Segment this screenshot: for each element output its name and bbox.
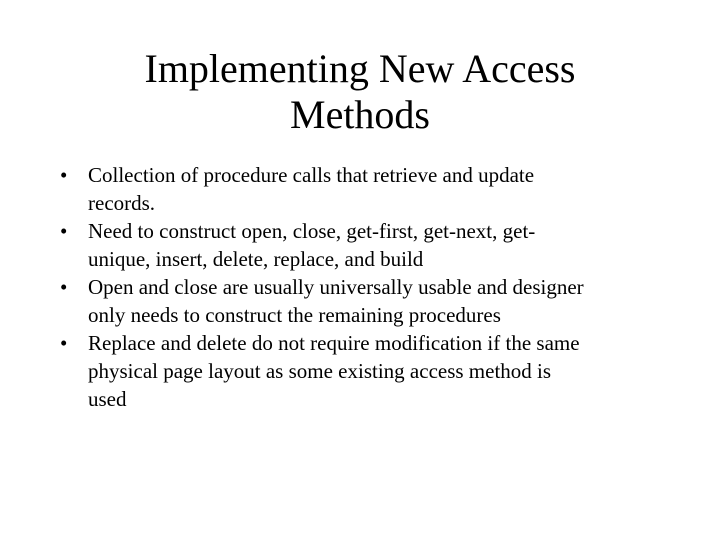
slide-title-line: Methods [290, 92, 430, 137]
bullet-line: unique, insert, delete, replace, and build [88, 247, 424, 271]
bullet-marker: • [60, 163, 68, 187]
bullet-list [60, 161, 670, 413]
bullet-line: only needs to construct the remaining procedures [88, 303, 501, 327]
bullet-line: Collection of procedure calls that retrieve and update [88, 163, 535, 187]
bullet-item [60, 273, 670, 329]
bullet-text [88, 217, 670, 273]
bullet-marker: • [60, 219, 68, 243]
bullet-text [88, 329, 670, 413]
bullet-text [88, 161, 670, 217]
bullet-line: records. [88, 191, 156, 215]
bullet-item [60, 329, 670, 413]
bullet-item [60, 217, 670, 273]
slide-title [90, 46, 630, 138]
bullet-item [60, 161, 670, 217]
bullet-marker: • [60, 275, 68, 299]
bullet-line: physical page layout as some existing access method is [88, 359, 552, 383]
bullet-line: Need to construct open, close, get-first, get-next, get- [88, 219, 536, 243]
bullet-text [88, 273, 670, 329]
bullet-line: Replace and delete do not require modification if the same [88, 331, 580, 355]
bullet-line: used [88, 387, 127, 411]
bullet-marker: • [60, 331, 68, 355]
slide-title-line: Implementing New Access [144, 46, 576, 91]
bullet-line: Open and close are usually universally usable and designer [88, 275, 584, 299]
